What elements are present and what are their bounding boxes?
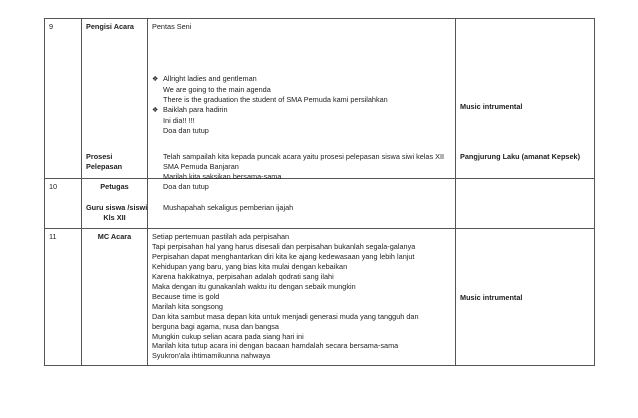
petugas-cell: MC Acara — [82, 229, 148, 366]
petugas-cell: Petugas Guru siswa /siswi Kls XII — [82, 179, 148, 229]
speech-line: Setiap pertemuan pastilah ada perpisahan — [152, 232, 290, 241]
speech-line: Kehidupan yang baru, yang bias kita mulai dengan kebaikan — [152, 261, 348, 271]
content-cell — [148, 229, 456, 366]
table-row — [45, 19, 595, 179]
diamond-bullet-icon: ❖ — [152, 106, 159, 114]
speech-line: Tapi perpisahan hal yang harus disesali dan perpisahan bukanlah segala-galanya — [152, 241, 416, 251]
petugas-cell: Pengisi Acara Prosesi Pelepasan — [82, 19, 148, 179]
speech-line: Because time is gold — [152, 291, 220, 301]
speech-line: Marilah kita tutup acara ini dengan bacaan hamdalah secara bersama-sama — [152, 341, 399, 351]
keterangan-cell: Music intrumental Pangjurung Laku (amanat Kepsek) — [456, 19, 595, 179]
speech-line: Dan kita sambut masa depan kita untuk menjadi generasi muda yang tangguh dan — [152, 311, 419, 321]
table-row — [45, 179, 595, 229]
speech-line: berguna bagi agama, nusa dan bangsa — [152, 321, 279, 331]
speech-line: Syukron'ala ihtimamikunna nahwaya — [152, 351, 271, 361]
speech-line: Mungkin cukup selian acara pada siang hari ini — [152, 331, 304, 341]
speech-line: Karena hakikatnya, perpisahan adalah qodrati sang ilahi — [152, 271, 334, 281]
speech-line: Marilah kita songsong — [152, 301, 223, 311]
event-schedule-table — [44, 18, 595, 366]
speech-line: Maka dengan itu gunakanlah waktu itu dengan sebaik mungkin — [152, 281, 356, 291]
keterangan-cell: Music intrumental — [456, 229, 595, 366]
content-cell: Pentas Seni ❖ Allright ladies and gentleman We are going to the main agenda There is the graduation the student of SMA Pemuda kami persilahkan ❖ Baiklah para hadirin Ini dia!! !!! Doa dan tutup Telah sampailah kita kepada puncak acara yaitu prosesi pelepasan siswa siwi kelas XII SMA Pemuda Banjaran Marilah kita saksikan bersama-sama — [148, 19, 456, 179]
table-row — [45, 229, 595, 366]
row-number: 10 — [45, 179, 82, 229]
speech-line: Perpisahan dapat menghantarkan diri kita ke ajang kedewasaan yang lebih lanjut — [152, 251, 415, 261]
keterangan-cell — [456, 179, 595, 229]
row-number: 11 — [45, 229, 82, 366]
content-cell: Doa dan tutup Mushapahah sekaligus pemberian ijajah — [148, 179, 456, 229]
row-number: 9 — [45, 19, 82, 179]
diamond-bullet-icon: ❖ — [152, 76, 159, 83]
